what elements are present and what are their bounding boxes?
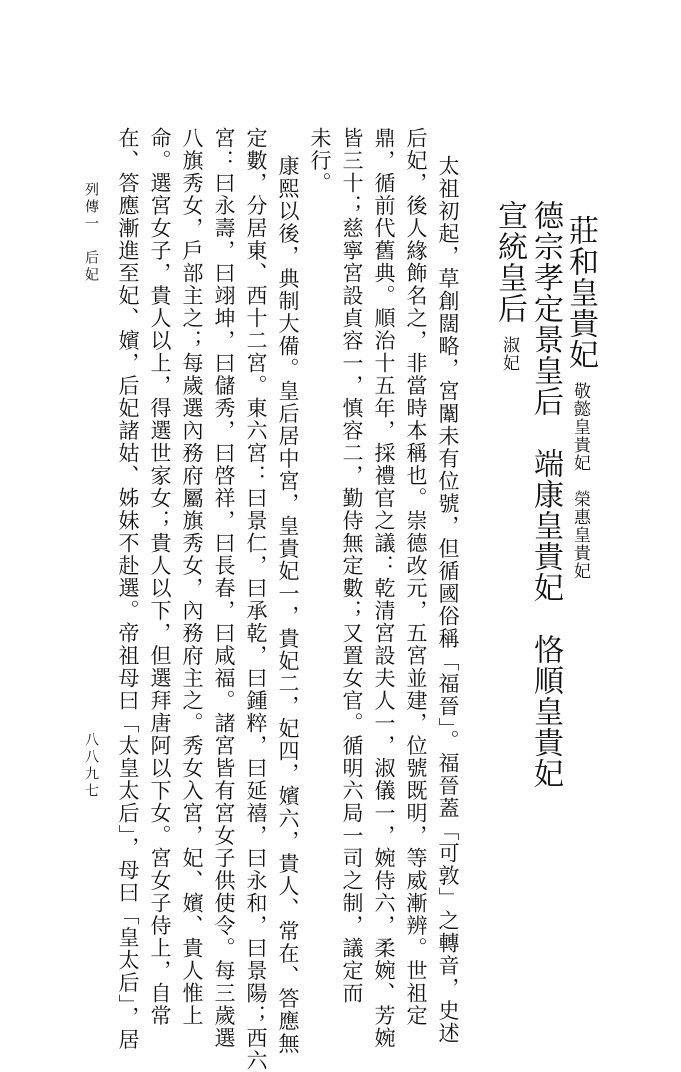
- body-column-3: 鼎，循前代舊典。順治十五年，採禮官之議：乾清宮設夫人一，淑儀一，婉侍六，柔婉、芳婉: [372, 127, 396, 1050]
- body-column-4: 皆三十；慈寧宮設貞容一，慎容二，勤侍無定數；又置女官。循明六局一司之制，議定而: [340, 127, 364, 1005]
- heading-1: [563, 215, 598, 580]
- heading-1-main: 莊和皇貴妃: [563, 215, 598, 370]
- heading-3-sub: 淑妃: [499, 336, 519, 372]
- heading-1-sub: 敬懿皇貴妃 榮惠皇貴妃: [570, 382, 590, 580]
- body-column-6: 康熙以後，典制大備。皇后居中宮，皇貴妃一，貴妃二，妃四，嬪六，貴人、常在、答應無: [276, 155, 300, 1055]
- heading-2-main: 德宗孝定景皇后 端康皇貴妃 恪順皇貴妃: [528, 200, 563, 789]
- heading-3-main: 宣統皇后: [492, 200, 527, 324]
- body-column-2: 后妃，後人緣飾名之，非當時本稱也。崇德改元，五宮並建，位號既明，等威漸辨。世祖定: [404, 127, 428, 1027]
- body-column-8: 宮：曰永壽，曰翊坤，曰儲秀，曰啓祥，曰長春，曰咸福。諸宮皆有宮女子供使令。每三歲選: [212, 127, 236, 1050]
- page-number: 八八九七: [83, 732, 99, 800]
- body-column-10: 命。選宮女子，貴人以上，得選世家女；貴人以下，但選拜唐阿以下女。宮女子侍上，自常: [148, 127, 172, 1027]
- heading-3: [492, 200, 527, 372]
- body-column-7: 定數，分居東、西十二宮。東六宮：曰景仁，曰承乾，曰鍾粹，曰延禧，曰永和，曰景陽；西六: [244, 127, 268, 1072]
- body-column-1: 太祖初起，草創闊略，宮闈未有位號，但循國俗稱「福晉」。福晉蓋「可敦」之轉音，史述: [436, 155, 460, 1045]
- body-column-11: 在、答應漸進至妃、嬪，后妃諸姑、姊妹不赴選。帝祖母曰「太皇太后」，母曰「皇太后」，居: [116, 127, 140, 1051]
- heading-2: [528, 200, 563, 789]
- body-column-5: 未行。: [308, 127, 332, 195]
- section-title: 列傳一 后妃: [83, 182, 99, 284]
- body-column-9: 八旗秀女，戶部主之；每歲選內務府屬旗秀女，內務府主之。秀女入宮，妃、嬪、貴人惟上: [180, 127, 204, 1027]
